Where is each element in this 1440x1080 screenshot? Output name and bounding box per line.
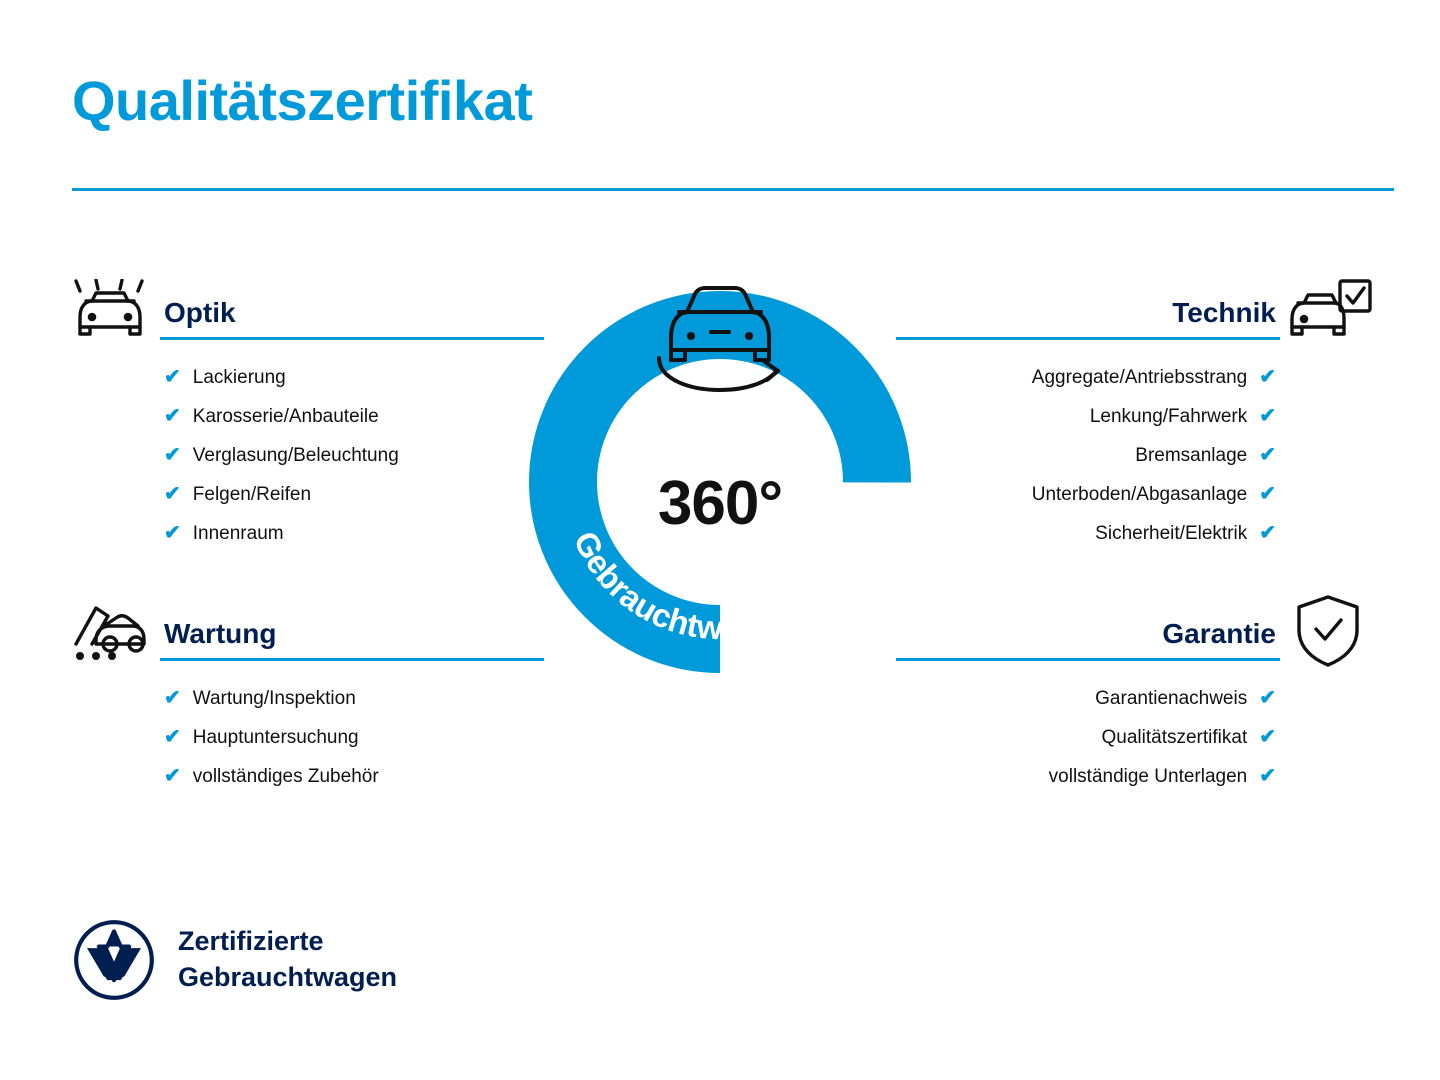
section-items [64,358,544,553]
section-divider [896,337,1280,340]
list-item-label: Garantienachweis [1095,687,1248,709]
list-item [64,358,544,397]
vw-logo-icon [72,918,156,1002]
page-title: Qualitätszertifikat [72,69,533,132]
footer-line-1: Zertifizierte [178,926,324,957]
list-item-label: Qualitätszertifikat [1101,726,1248,748]
list-item-label: Karosserie/Anbauteile [192,405,379,427]
check-icon: ✔ [164,765,181,787]
list-item [64,514,544,553]
list-item-label: vollständiges Zubehör [192,765,379,787]
section-items [896,679,1376,796]
section-header [64,290,544,342]
section-items [64,679,544,796]
section-header [896,611,1376,663]
section-items [896,358,1376,553]
list-item-label: Unterboden/Abgasanlage [1031,483,1248,505]
list-item-label: Bremsanlage [1135,444,1248,466]
section-header [64,611,544,663]
section-divider [160,337,544,340]
footer-brand [72,918,397,1002]
check-icon: ✔ [1259,687,1276,709]
section-divider [160,658,544,661]
list-item [896,475,1376,514]
shield-check-icon [1280,599,1376,663]
right-column [896,290,1376,796]
check-icon: ✔ [164,726,181,748]
list-item-label: Aggregate/Antriebsstrang [1031,366,1248,388]
check-icon: ✔ [1259,405,1276,427]
degrees-label: 360° [657,469,783,538]
list-item [64,397,544,436]
section-technik [896,290,1376,553]
footer-text [178,924,397,995]
list-item-label: vollständige Unterlagen [1048,765,1248,787]
footer-line-2: Gebrauchtwagen [178,962,398,992]
list-item [896,679,1376,718]
list-item [64,679,544,718]
list-item-label: Lackierung [192,366,286,388]
check-icon: ✔ [164,444,181,466]
check-badge [510,272,930,692]
list-item-label: Sicherheit/Elektrik [1095,522,1248,544]
list-item-label: Innenraum [192,522,284,544]
check-icon: ✔ [164,522,181,544]
check-icon: ✔ [1259,726,1276,748]
check-icon: ✔ [164,405,181,427]
list-item [64,757,544,796]
left-column [64,290,544,796]
list-item [896,436,1376,475]
check-icon: ✔ [1259,483,1276,505]
check-icon: ✔ [1259,765,1276,787]
check-icon: ✔ [1259,522,1276,544]
title-divider [72,188,1394,191]
section-optik [64,290,544,553]
list-item [64,475,544,514]
list-item [64,436,544,475]
check-icon: ✔ [1259,444,1276,466]
list-item [64,718,544,757]
section-header [896,290,1376,342]
list-item [896,514,1376,553]
section-title: Garantie [1162,618,1276,650]
car-lift-icon [64,599,160,663]
list-item [896,718,1376,757]
section-title: Optik [164,297,236,329]
check-icon: ✔ [164,687,181,709]
list-item [896,358,1376,397]
ring-label: Gebrauchtwagen-Check [566,525,874,647]
list-item-label: Wartung/Inspektion [192,687,356,709]
car-wash-icon [64,278,160,342]
check-icon: ✔ [1259,366,1276,388]
section-wartung [64,611,544,796]
list-item [896,757,1376,796]
list-item-label: Lenkung/Fahrwerk [1089,405,1248,427]
list-item-label: Felgen/Reifen [192,483,312,505]
section-divider [896,658,1280,661]
section-title: Wartung [164,618,277,650]
list-item [896,397,1376,436]
section-garantie [896,611,1376,796]
car-front-rotate-icon [635,266,805,396]
section-title: Technik [1172,297,1276,329]
car-check-icon [1280,278,1376,342]
check-icon: ✔ [164,483,181,505]
list-item-label: Verglasung/Beleuchtung [192,444,399,466]
list-item-label: Hauptuntersuchung [192,726,359,748]
check-icon: ✔ [164,366,181,388]
